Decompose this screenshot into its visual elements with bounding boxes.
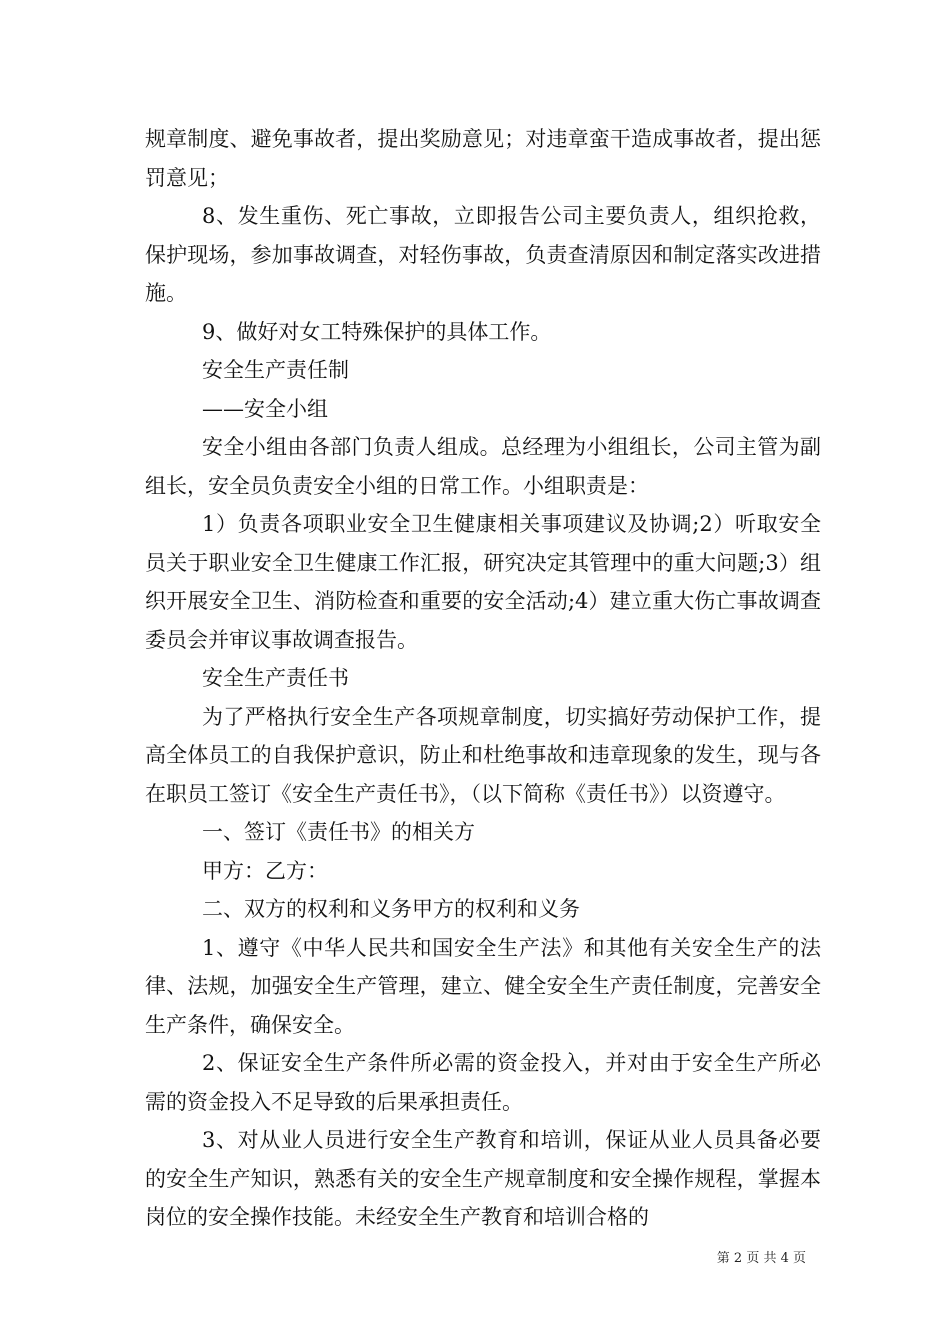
paragraph-item-8: 8、发生重伤、死亡事故，立即报告公司主要负责人，组织抢救，保护现场，参加事故调查，对轻伤事故，负责查清原因和制定落实改进措施。: [145, 204, 821, 305]
section-heading-responsibility-system: 安全生产责任制: [202, 358, 349, 382]
paragraph-obligation-2: 2、保证安全生产条件所必需的资金投入，并对由于安全生产所必需的资金投入不足导致的后果承担责任。: [145, 1051, 821, 1114]
section-subheading-safety-group: ——安全小组: [202, 396, 328, 421]
paragraph-obligation-1: 1、遵守《中华人民共和国安全生产法》和其他有关安全生产的法律、法规，加强安全生产管理，建立、健全安全生产责任制度，完善安全生产条件，确保安全。: [145, 935, 821, 1037]
paragraph-party-a-b: 甲方：乙方：: [202, 858, 328, 883]
paragraph-safety-group-composition: 安全小组由各部门负责人组成。总经理为小组组长，公司主管为副组长，安全员负责安全小组的日常工作。小组职责是：: [145, 435, 821, 498]
heading-rights-obligations: 二、双方的权利和义务甲方的权利和义务: [202, 897, 580, 921]
paragraph-obligation-3: 3、对从业人员进行安全生产教育和培训，保证从业人员具备必要的安全生产知识，熟悉有关的安全生产规章制度和安全操作规程，掌握本岗位的安全操作技能。未经安全生产教育和培训合格的: [145, 1128, 821, 1229]
paragraph-letter-intro: 为了严格执行安全生产各项规章制度，切实搞好劳动保护工作，提高全体员工的自我保护意识，防止和杜绝事故和违章现象的发生，现与各在职员工签订《安全生产责任书》，（以下简称《责任书》）以资遵守。: [145, 704, 821, 806]
paragraph-item-9: 9、做好对女工特殊保护的具体工作。: [202, 319, 552, 344]
document-body: [145, 120, 821, 1237]
heading-related-parties: 一、签订《责任书》的相关方: [202, 820, 475, 844]
paragraph-safety-group-duties: 1）负责各项职业安全卫生健康相关事项建议及协调;2）听取安全员关于职业安全卫生健康工作汇报，研究决定其管理中的重大问题;3）组织开展安全卫生、消防检查和重要的安全活动;4）建立重大伤亡事故调查委员会并审议事故调查报告。: [145, 512, 821, 652]
section-heading-responsibility-letter: 安全生产责任书: [202, 666, 349, 690]
paragraph-rules-continuation: 规章制度、避免事故者，提出奖励意见；对违章蛮干造成事故者，提出惩罚意见；: [145, 127, 821, 190]
page-number-footer: 第 2 页 共 4 页: [716, 1251, 806, 1266]
